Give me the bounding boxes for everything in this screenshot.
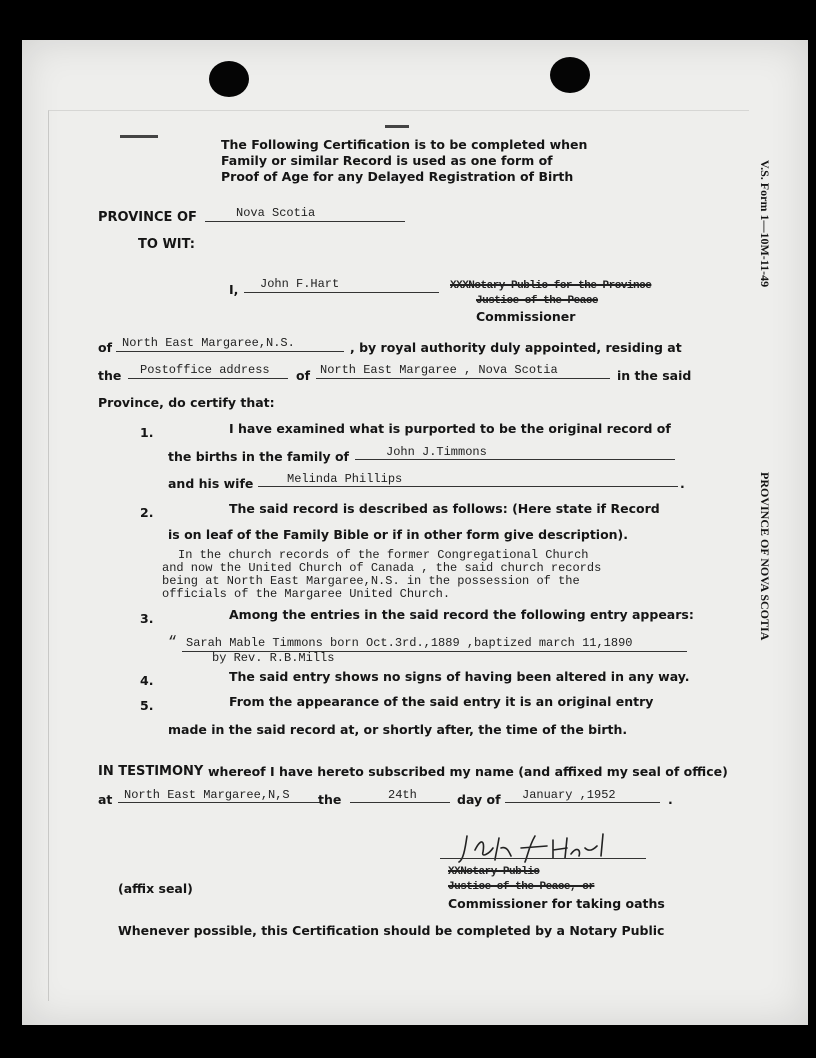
footer-note: Whenever possible, this Certification should be completed by a Notary Public: [118, 923, 665, 938]
item-number-3: 3.: [140, 611, 154, 626]
item-4-text: The said entry shows no signs of having been altered in any way.: [229, 669, 690, 684]
testimony-the-label: the: [318, 792, 342, 807]
testimony-day-underline: [350, 802, 450, 803]
address-underline: [316, 378, 610, 379]
binder-hole-right: [550, 57, 590, 93]
testimony-place-underline: [118, 802, 322, 803]
family-label: the births in the family of: [168, 449, 349, 464]
testimony-lead: IN TESTIMONY: [98, 764, 204, 779]
item-5-text: From the appearance of the said entry it is an original entry: [229, 694, 654, 709]
testimony-day-of: day of: [457, 792, 501, 807]
struck-justice-signature: Justice of the Peace, or: [448, 881, 595, 893]
record-description-2: and now the United Church of Canada , the said church records: [162, 561, 602, 575]
province-value: Nova Scotia: [236, 206, 316, 220]
entry-text-2: by Rev. R.B.Mills: [212, 651, 335, 665]
struck-notary-signature: XXNotary Public: [448, 866, 540, 878]
authority-text: , by royal authority duly appointed, residing at: [350, 340, 682, 355]
wife-period: .: [680, 476, 685, 491]
residence-underline: [116, 351, 344, 352]
header-line-1: The Following Certification is to be completed when: [221, 137, 588, 152]
to-wit: TO WIT:: [138, 237, 195, 252]
wife-underline: [258, 486, 678, 487]
signature-line: [440, 858, 646, 859]
item-3-text: Among the entries in the said record the following entry appears:: [229, 607, 694, 622]
certifier-prefix: I,: [229, 282, 239, 297]
quote-mark: “: [168, 634, 178, 651]
address-value: North East Margaree , Nova Scotia: [320, 363, 558, 377]
in-said-label: in the said: [617, 368, 692, 383]
testimony-at-label: at: [98, 792, 113, 807]
form-code: V.S. Form 1—10M-11-49: [758, 160, 772, 288]
wife-name: Melinda Phillips: [287, 472, 403, 486]
of-label-2: of: [296, 368, 311, 383]
testimony-place: North East Margaree,N,S: [124, 788, 290, 802]
item-1-text: I have examined what is purported to be the original record of: [229, 421, 671, 436]
wife-label: and his wife: [168, 476, 254, 491]
affix-seal: (affix seal): [118, 881, 193, 896]
record-description-1: In the church records of the former Congregational Church: [178, 548, 589, 562]
item-number-5: 5.: [140, 698, 154, 713]
record-description-3: being at North East Margaree,N.S. in the possession of the: [162, 574, 580, 588]
item-number-4: 4.: [140, 673, 154, 688]
commissioner-title: Commissioner: [476, 309, 576, 324]
province-certify-line: Province, do certify that:: [98, 395, 275, 410]
margin-mark: [385, 125, 409, 128]
the-label: the: [98, 368, 122, 383]
side-title: PROVINCE OF NOVA SCOTIA: [758, 472, 772, 641]
certifier-underline: [244, 292, 439, 293]
address-type: Postoffice address: [140, 363, 270, 377]
testimony-period: .: [668, 792, 673, 807]
item-2-text: The said record is described as follows: (Here state if Record: [229, 501, 660, 516]
signature-mark: [455, 828, 625, 868]
testimony-day: 24th: [388, 788, 417, 802]
testimony-text: whereof I have hereto subscribed my name (and affixed my seal of office): [208, 764, 728, 779]
province-label: PROVINCE OF: [98, 210, 197, 225]
struck-justice-title: Justice of the Peace: [476, 295, 599, 307]
family-underline: [355, 459, 675, 460]
item-2-text-2: is on leaf of the Family Bible or if in other form give description).: [168, 527, 629, 542]
entry-text: Sarah Mable Timmons born Oct.3rd.,1889 ,baptized march 11,1890: [186, 636, 633, 650]
province-underline: [205, 221, 405, 222]
certifier-name: John F.Hart: [260, 277, 340, 291]
testimony-month-underline: [505, 802, 660, 803]
binder-hole-left: [209, 61, 249, 97]
of-label: of: [98, 340, 113, 355]
family-name: John J.Timmons: [386, 445, 487, 459]
item-5-text-2: made in the said record at, or shortly after, the time of the birth.: [168, 722, 628, 737]
address-type-underline: [128, 378, 288, 379]
header-line-2: Family or similar Record is used as one form of: [221, 153, 553, 168]
item-number-1: 1.: [140, 425, 154, 440]
header-line-3: Proof of Age for any Delayed Registration of Birth: [221, 169, 574, 184]
residence-place: North East Margaree,N.S.: [122, 336, 295, 350]
record-description-4: officials of the Margaree United Church.: [162, 587, 451, 601]
struck-notary-title: XXXNotary Public for the Province: [450, 280, 652, 292]
testimony-month-year: January ,1952: [522, 788, 616, 802]
margin-mark: [120, 135, 158, 138]
item-number-2: 2.: [140, 505, 154, 520]
commissioner-oaths-title: Commissioner for taking oaths: [448, 896, 665, 911]
